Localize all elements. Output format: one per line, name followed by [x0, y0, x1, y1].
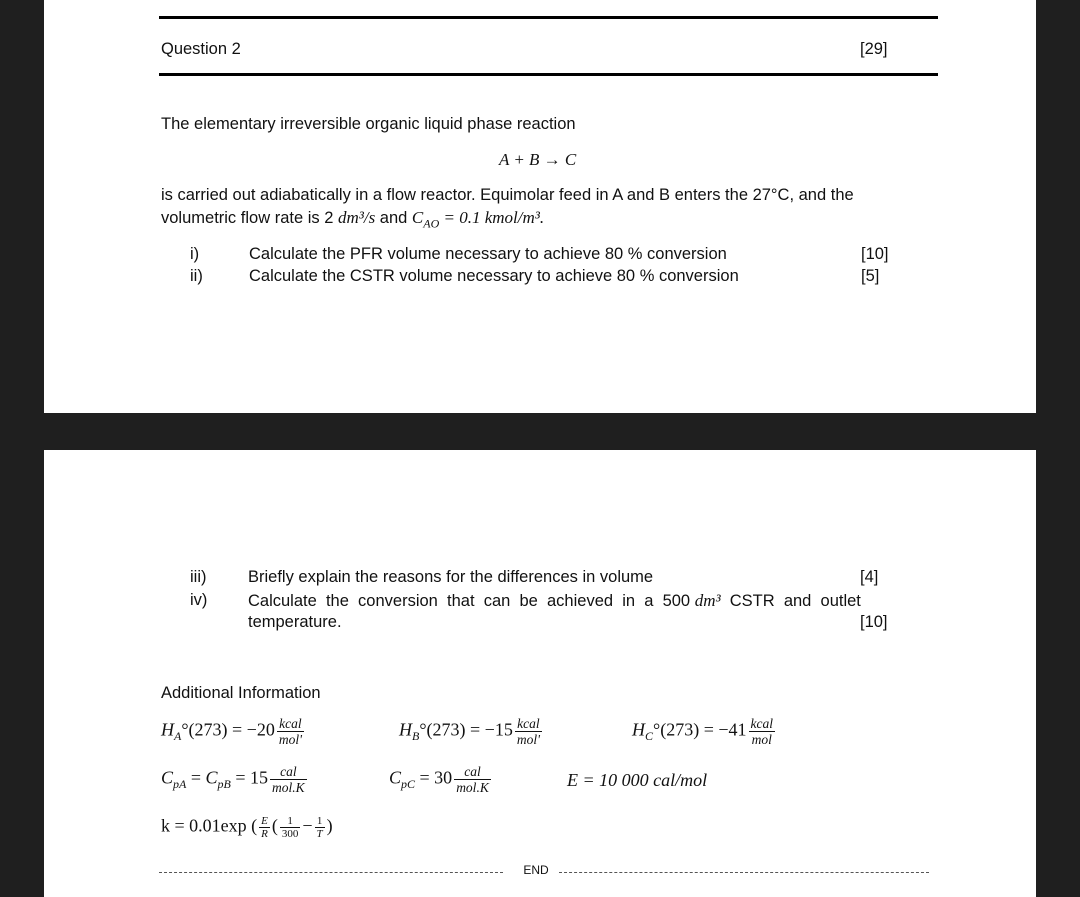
value: °(273) = −41: [653, 719, 747, 740]
value: °(273) = −15: [419, 719, 513, 740]
numerator: cal: [270, 764, 307, 780]
symbol: C: [205, 767, 218, 788]
paragraph-line-1: is carried out adiabatically in a flow reactor. Equimolar feed in A and B enters the 27°C, and the: [161, 186, 854, 204]
subscript: pA: [173, 776, 187, 791]
header-rule: [159, 73, 938, 76]
fraction: [270, 764, 307, 795]
denominator: R: [261, 828, 268, 840]
equals: =: [186, 767, 206, 788]
item-number: iii): [190, 568, 207, 586]
numerator: kcal: [515, 716, 542, 732]
heat-capacity-c-equation: [389, 764, 493, 795]
dashed-line-left: [159, 872, 503, 873]
symbol: H: [161, 719, 174, 740]
denominator: mol': [516, 732, 540, 747]
fraction: [515, 716, 542, 747]
denominator: mol.K: [456, 780, 489, 795]
para-text: volumetric flow rate is 2: [161, 209, 338, 227]
symbol: C: [389, 767, 402, 788]
symbol: H: [632, 719, 645, 740]
intro-text: The elementary irreversible organic liquid phase reaction: [161, 115, 576, 133]
fraction-e-over-r: [259, 815, 270, 840]
numerator: cal: [454, 764, 491, 780]
item-marks: [10]: [861, 245, 889, 263]
value: = 30: [415, 767, 453, 788]
numerator: E: [261, 815, 268, 827]
item-text-line-2: temperature.: [248, 613, 342, 631]
subscript: pB: [217, 776, 231, 791]
flow-unit: dm³/s: [337, 208, 376, 227]
item-text: CSTR and outlet: [720, 592, 861, 610]
close-paren: ): [326, 815, 333, 836]
denominator: mol: [751, 732, 772, 747]
fraction-one-over-300: [280, 815, 301, 840]
item-text: Calculate the CSTR volume necessary to achieve 80 % conversion: [249, 267, 739, 285]
item-marks: [5]: [861, 267, 880, 285]
dashed-line-right: [559, 872, 929, 873]
symbol: C: [161, 767, 174, 788]
conc-symbol: C: [411, 208, 424, 227]
denominator: T: [316, 828, 323, 840]
value: °(273) = −20: [181, 719, 275, 740]
item-text: Calculate the PFR volume necessary to achieve 80 % conversion: [249, 245, 727, 263]
question-marks: [29]: [860, 40, 888, 58]
denominator: 300: [281, 828, 299, 840]
item-text: Briefly explain the reasons for the differences in volume: [248, 568, 654, 586]
document-page-2: [44, 450, 1036, 897]
paragraph-line-2: [161, 208, 544, 231]
fraction: [749, 716, 776, 747]
end-divider: [159, 863, 929, 877]
denominator: mol': [278, 732, 302, 747]
k-prefix: k = 0.01exp (: [161, 815, 258, 836]
fraction: [454, 764, 491, 795]
enthalpy-a-equation: [161, 716, 306, 747]
reaction-equation: A + B → C: [499, 150, 577, 169]
question-title: Question 2: [161, 40, 241, 58]
document-page-1: [44, 0, 1036, 413]
numerator: 1: [280, 815, 301, 828]
fraction-one-over-t: [315, 815, 325, 840]
item-marks: [4]: [860, 568, 879, 586]
heat-capacity-ab-equation: [161, 764, 309, 795]
fraction: [277, 716, 304, 747]
item-text-line-1: [248, 591, 861, 611]
volume-unit: dm³: [694, 591, 721, 610]
value: = 15: [230, 767, 269, 788]
subscript: C: [645, 728, 654, 743]
enthalpy-c-equation: [632, 716, 777, 747]
item-number: i): [190, 245, 200, 263]
end-label: END: [519, 863, 552, 877]
conc-value: = 0.1 kmol/m³.: [439, 208, 545, 227]
rate-constant-equation: k = 0.01exp ( $\frac{E}{R}$ ( $\frac{1}{300}$ − $\frac{1}{T}$ ): [161, 815, 333, 840]
denominator: mol.K: [272, 780, 305, 795]
numerator: kcal: [277, 716, 304, 732]
subscript: A: [174, 728, 182, 743]
item-number: iv): [190, 591, 208, 609]
numerator: kcal: [750, 716, 774, 731]
item-marks: [10]: [860, 613, 888, 631]
item-text: Calculate the conversion that can be achieved in a 500: [248, 592, 695, 610]
activation-energy-equation: E = 10 000 cal/mol: [567, 770, 708, 790]
top-rule: [159, 16, 938, 19]
item-number: ii): [190, 267, 203, 285]
para-and: and: [375, 209, 412, 227]
subscript: pC: [401, 776, 416, 791]
numerator: 1: [315, 815, 325, 828]
additional-info-heading: Additional Information: [161, 684, 321, 702]
enthalpy-b-equation: [399, 716, 544, 747]
subscript: B: [412, 728, 420, 743]
conc-subscript: AO: [423, 216, 440, 231]
symbol: H: [399, 719, 412, 740]
